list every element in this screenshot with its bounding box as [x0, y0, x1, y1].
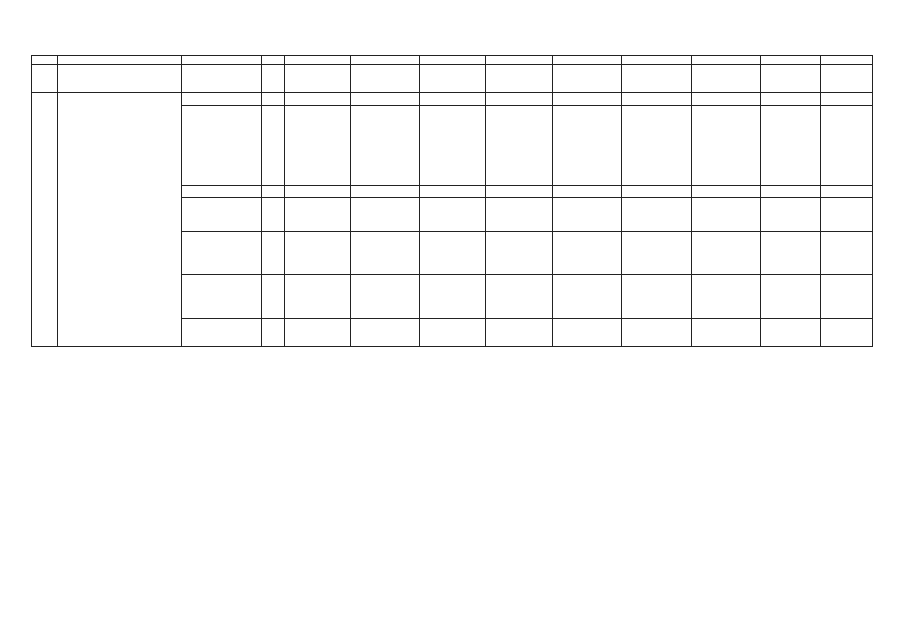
value-cell: [553, 106, 622, 186]
table-row: [32, 65, 873, 93]
number-cell: [32, 65, 58, 93]
value-cell: [420, 106, 486, 186]
column-header: [285, 56, 351, 65]
value-cell: [486, 93, 553, 106]
column-header: [761, 56, 821, 65]
value-cell: [351, 275, 420, 319]
value-cell: [622, 106, 692, 186]
value-cell: [553, 186, 622, 198]
source-cell: [182, 93, 262, 106]
table-row: [32, 93, 873, 106]
value-cell: [351, 65, 420, 93]
value-cell: [761, 106, 821, 186]
value-cell: [821, 106, 873, 186]
value-cell: [692, 319, 761, 347]
column-header: [486, 56, 553, 65]
value-cell: [553, 232, 622, 275]
code-cell: [262, 186, 285, 198]
value-cell: [486, 275, 553, 319]
value-cell: [553, 319, 622, 347]
value-cell: [285, 65, 351, 93]
value-cell: [622, 275, 692, 319]
value-cell: [692, 275, 761, 319]
value-cell: [351, 198, 420, 232]
column-header: [58, 56, 182, 65]
column-header: [622, 56, 692, 65]
value-cell: [761, 93, 821, 106]
code-cell: [262, 65, 285, 93]
column-header: [420, 56, 486, 65]
value-cell: [622, 65, 692, 93]
value-cell: [486, 198, 553, 232]
value-cell: [761, 319, 821, 347]
value-cell: [285, 275, 351, 319]
code-cell: [262, 93, 285, 106]
value-cell: [622, 198, 692, 232]
value-cell: [285, 319, 351, 347]
value-cell: [285, 198, 351, 232]
value-cell: [761, 65, 821, 93]
value-cell: [622, 186, 692, 198]
source-cell: [182, 275, 262, 319]
value-cell: [420, 275, 486, 319]
code-cell: [262, 232, 285, 275]
value-cell: [692, 232, 761, 275]
value-cell: [553, 275, 622, 319]
value-cell: [285, 93, 351, 106]
value-cell: [420, 198, 486, 232]
value-cell: [420, 186, 486, 198]
value-cell: [420, 232, 486, 275]
section-description: [58, 93, 182, 347]
value-cell: [821, 232, 873, 275]
column-header: [32, 56, 58, 65]
value-cell: [821, 275, 873, 319]
value-cell: [692, 93, 761, 106]
source-cell: [182, 186, 262, 198]
value-cell: [692, 198, 761, 232]
value-cell: [351, 93, 420, 106]
value-cell: [351, 319, 420, 347]
section-number: [32, 93, 58, 347]
source-cell: [182, 65, 262, 93]
source-cell: [182, 106, 262, 186]
value-cell: [622, 319, 692, 347]
column-header: [553, 56, 622, 65]
table-body: [32, 56, 873, 347]
value-cell: [761, 232, 821, 275]
value-cell: [821, 198, 873, 232]
code-cell: [262, 319, 285, 347]
value-cell: [622, 93, 692, 106]
value-cell: [420, 93, 486, 106]
code-cell: [262, 198, 285, 232]
value-cell: [486, 106, 553, 186]
source-cell: [182, 232, 262, 275]
value-cell: [351, 232, 420, 275]
value-cell: [285, 106, 351, 186]
code-cell: [262, 106, 285, 186]
value-cell: [553, 93, 622, 106]
value-cell: [486, 232, 553, 275]
value-cell: [821, 93, 873, 106]
value-cell: [821, 319, 873, 347]
value-cell: [692, 106, 761, 186]
value-cell: [622, 232, 692, 275]
value-cell: [486, 65, 553, 93]
value-cell: [692, 65, 761, 93]
budget-table: [31, 55, 873, 347]
value-cell: [761, 275, 821, 319]
value-cell: [420, 65, 486, 93]
value-cell: [486, 186, 553, 198]
value-cell: [821, 65, 873, 93]
value-cell: [553, 65, 622, 93]
column-header: [182, 56, 262, 65]
source-cell: [182, 198, 262, 232]
column-header: [821, 56, 873, 65]
value-cell: [486, 319, 553, 347]
value-cell: [821, 186, 873, 198]
value-cell: [285, 232, 351, 275]
value-cell: [351, 186, 420, 198]
column-header: [351, 56, 420, 65]
value-cell: [285, 186, 351, 198]
value-cell: [761, 186, 821, 198]
description-cell: [58, 65, 182, 93]
source-cell: [182, 319, 262, 347]
value-cell: [420, 319, 486, 347]
header-row: [32, 56, 873, 65]
column-header: [692, 56, 761, 65]
value-cell: [553, 198, 622, 232]
column-header: [262, 56, 285, 65]
code-cell: [262, 275, 285, 319]
value-cell: [761, 198, 821, 232]
value-cell: [692, 186, 761, 198]
value-cell: [351, 106, 420, 186]
